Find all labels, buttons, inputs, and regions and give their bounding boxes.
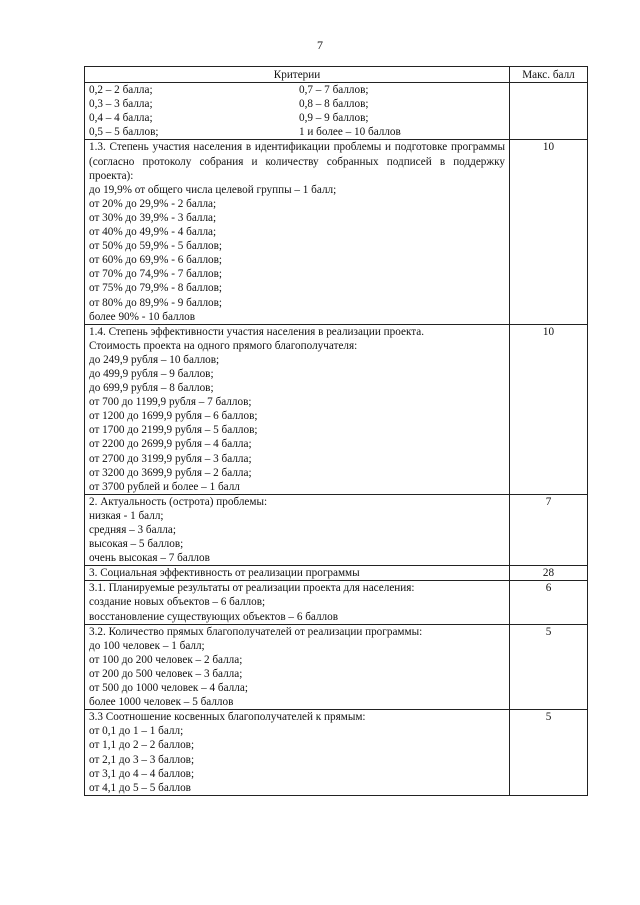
criterion-item: до 499,9 рубля – 9 баллов;: [89, 367, 214, 380]
continuation-cell: [85, 83, 510, 140]
score-cell: [510, 83, 588, 140]
criteria-cell: [85, 581, 510, 624]
score-cell: 7: [510, 494, 588, 565]
criterion-item: от 50% до 59,9% - 5 баллов;: [89, 240, 223, 253]
continuation-item: 0,5 – 5 баллов;: [89, 126, 159, 139]
table-header-row: [85, 67, 588, 83]
criterion-item: от 20% до 29,9% - 2 балла;: [89, 197, 217, 210]
criterion-item: от 30% до 39,9% - 3 балла;: [89, 211, 217, 224]
criteria-cell: [85, 710, 510, 796]
criterion-item: от 2200 до 2699,9 рубля – 4 балла;: [89, 438, 252, 451]
continuation-item: 0,8 – 8 баллов;: [299, 98, 369, 111]
criterion-item: от 3200 до 3699,9 рубля – 2 балла;: [89, 466, 252, 479]
criterion-item: до 249,9 рубля – 10 баллов;: [89, 353, 220, 366]
criteria-cell: [85, 624, 510, 710]
criterion-item: от 700 до 1199,9 рубля – 7 баллов;: [89, 396, 252, 409]
criterion-item: от 70% до 74,9% - 7 баллов;: [89, 268, 223, 281]
continuation-item: 0,4 – 4 балла;: [89, 112, 153, 125]
table-row: [85, 494, 588, 565]
criterion-item: создание новых объектов – 6 баллов;: [89, 596, 266, 609]
score-cell: 5: [510, 624, 588, 710]
table-row: [85, 624, 588, 710]
continuation-item: 0,2 – 2 балла;: [89, 84, 153, 97]
criterion-item: от 60% до 69,9% - 6 баллов;: [89, 254, 223, 267]
criteria-table: [84, 66, 588, 796]
page-number: 7: [317, 38, 323, 52]
continuation-item: 1 и более – 10 баллов: [299, 126, 401, 139]
criterion-item: от 40% до 49,9% - 4 балла;: [89, 226, 217, 239]
continuation-item: 0,7 – 7 баллов;: [299, 84, 369, 97]
criterion-item: от 2,1 до 3 – 3 баллов;: [89, 753, 195, 766]
criterion-title: 1.4. Степень эффективности участия населения в реализации проекта.: [89, 325, 425, 338]
criterion-item: Стоимость проекта на одного прямого благополучателя:: [89, 339, 358, 352]
criterion-title: 2. Актуальность (острота) проблемы:: [89, 495, 268, 508]
table-row: [85, 324, 588, 494]
criterion-item: от 4,1 до 5 – 5 баллов: [89, 781, 191, 794]
criteria-cell: [85, 324, 510, 494]
continuation-item: 0,9 – 9 баллов;: [299, 112, 369, 125]
table-row: [85, 581, 588, 624]
criterion-item: от 200 до 500 человек – 3 балла;: [89, 667, 243, 680]
criterion-item: высокая – 5 баллов;: [89, 538, 184, 551]
criterion-item: низкая - 1 балл;: [89, 509, 164, 522]
criterion-item: от 1700 до 2199,9 рубля – 5 баллов;: [89, 424, 258, 437]
criterion-title: 3.2. Количество прямых благополучателей от реализации программы:: [89, 625, 423, 638]
criterion-item: до 100 человек – 1 балл;: [89, 639, 205, 652]
table-row: [85, 710, 588, 796]
criterion-title: 1.3. Степень участия населения в идентификации проблемы и подготовке программы (согласно протоколу собрания и количеству собранных подписей в поддержку проекта):: [89, 141, 505, 182]
criterion-item: от 1200 до 1699,9 рубля – 6 баллов;: [89, 410, 258, 423]
header-max-score: Макс. балл: [510, 67, 588, 83]
criterion-item: от 75% до 79,9% - 8 баллов;: [89, 282, 223, 295]
criteria-cell: [85, 494, 510, 565]
criterion-item: от 0,1 до 1 – 1 балл;: [89, 725, 184, 738]
criterion-item: от 2700 до 3199,9 рубля – 3 балла;: [89, 452, 252, 465]
score-cell: 5: [510, 710, 588, 796]
table-row: [85, 566, 588, 581]
criterion-title: 3. Социальная эффективность от реализации программы: [89, 567, 360, 580]
table-row-continuation: [85, 83, 588, 140]
criterion-title: 3.1. Планируемые результаты от реализации проекта для населения:: [89, 582, 415, 595]
header-criteria: Критерии: [85, 67, 510, 83]
score-cell: 10: [510, 140, 588, 324]
criterion-item: более 90% - 10 баллов: [89, 310, 196, 323]
criterion-item: от 3,1 до 4 – 4 баллов;: [89, 767, 195, 780]
criteria-cell: [85, 140, 510, 324]
criterion-item: от 1,1 до 2 – 2 баллов;: [89, 739, 195, 752]
table-row: [85, 140, 588, 324]
score-cell: 28: [510, 566, 588, 581]
criterion-item: до 19,9% от общего числа целевой группы – 1 балл;: [89, 183, 337, 196]
criterion-title: 3.3 Соотношение косвенных благополучателей к прямым:: [89, 711, 366, 724]
criterion-item: от 100 до 200 человек – 2 балла;: [89, 653, 243, 666]
criteria-cell: [85, 566, 510, 581]
score-cell: 6: [510, 581, 588, 624]
criterion-item: восстановление существующих объектов – 6 баллов: [89, 610, 339, 623]
criterion-item: от 500 до 1000 человек – 4 балла;: [89, 682, 248, 695]
criterion-item: от 80% до 89,9% - 9 баллов;: [89, 296, 223, 309]
criterion-item: до 699,9 рубля – 8 баллов;: [89, 382, 214, 395]
score-cell: 10: [510, 324, 588, 494]
criterion-item: очень высокая – 7 баллов: [89, 552, 210, 565]
criterion-item: средняя – 3 балла;: [89, 524, 176, 536]
criterion-item: от 3700 рублей и более – 1 балл: [89, 480, 240, 493]
continuation-item: 0,3 – 3 балла;: [89, 98, 153, 111]
criterion-item: более 1000 человек – 5 баллов: [89, 696, 234, 709]
